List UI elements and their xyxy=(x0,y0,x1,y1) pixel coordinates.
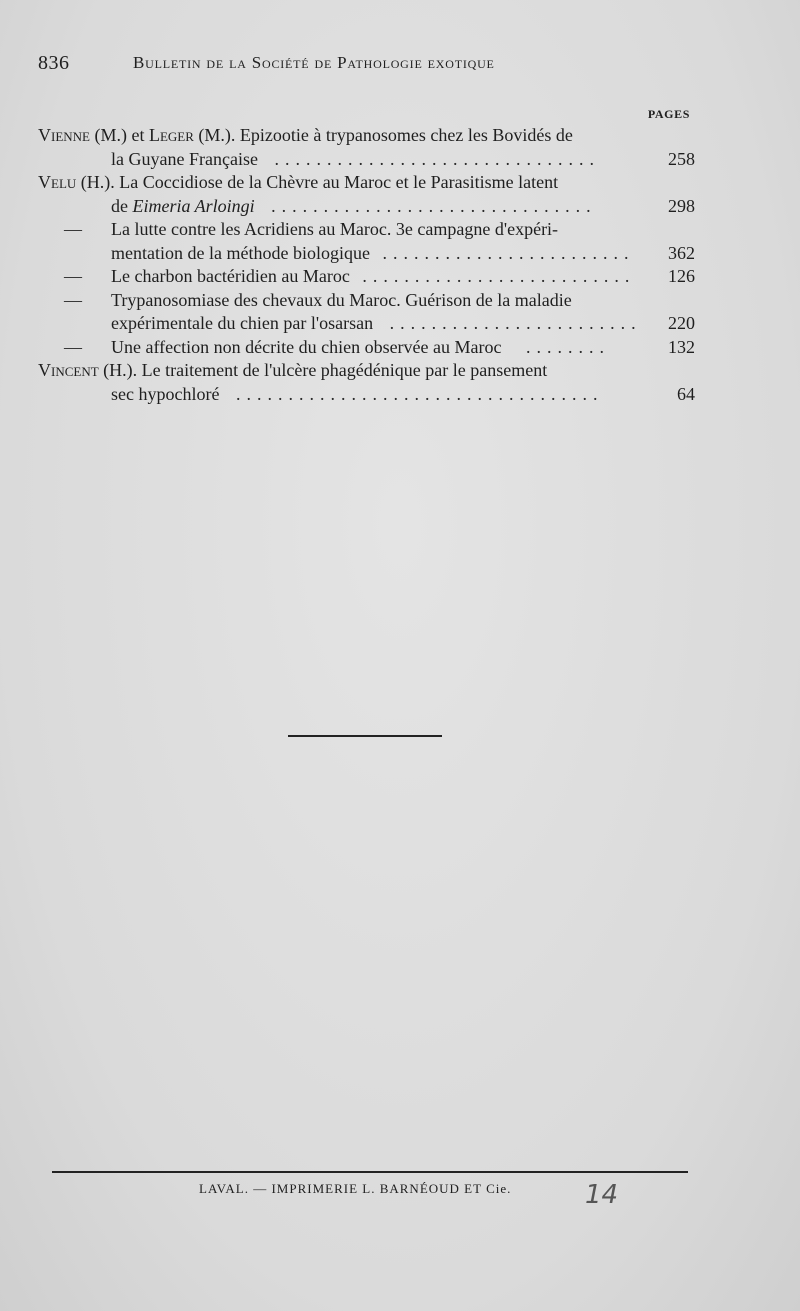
author-name: Vincent xyxy=(38,360,99,380)
page-ref: 298 xyxy=(668,195,695,216)
entry-text: La lutte contre les Acridiens au Maroc. 3e campagne d'expéri- xyxy=(111,219,559,239)
index-entry-line xyxy=(38,336,695,360)
entry-text: la Guyane Française xyxy=(111,148,258,169)
entry-text: (M.). Epizootie à trypanosomes chez les Bovidés de xyxy=(193,125,573,145)
section-divider-rule xyxy=(288,735,442,737)
entry-text: expérimentale du chien par l'osarsan xyxy=(111,313,374,333)
entry-text: (M.) et xyxy=(90,125,149,145)
index-entry-line xyxy=(38,312,695,336)
dot-leader: ............................... xyxy=(274,148,600,169)
ditto-dash: — xyxy=(64,289,82,310)
entry-text: Le charbon bactéridien au Maroc xyxy=(111,266,350,286)
index-entry-line xyxy=(38,289,695,313)
page-ref: 220 xyxy=(668,313,695,333)
author-name: Leger xyxy=(148,125,194,145)
index-entry-line xyxy=(38,218,695,242)
handwritten-note: 14 xyxy=(585,1180,619,1210)
index-list xyxy=(38,124,695,406)
pages-column-label: PAGES xyxy=(647,107,690,121)
page-ref: 64 xyxy=(677,383,695,404)
author-name: Velu xyxy=(38,172,77,192)
footer-rule xyxy=(52,1171,688,1173)
index-entry-line xyxy=(38,124,695,148)
dot-leader: ........ xyxy=(526,336,610,357)
index-entry-line xyxy=(38,242,695,266)
page-ref: 126 xyxy=(668,266,695,286)
page-ref: 132 xyxy=(668,336,695,357)
entry-text: sec hypochloré xyxy=(111,383,220,404)
dot-leader: ........................ xyxy=(382,242,635,263)
entry-text: mentation de la méthode biologique xyxy=(111,242,370,263)
ditto-dash: — xyxy=(64,336,82,357)
dot-leader: .......................... xyxy=(362,266,636,286)
dot-leader: ........................ xyxy=(389,313,642,333)
entry-text: Trypanosomiase des chevaux du Maroc. Guérison de la maladie xyxy=(111,289,572,310)
ditto-dash: — xyxy=(64,219,82,239)
page-ref: 258 xyxy=(668,148,695,169)
index-entry-line xyxy=(38,171,695,195)
entry-text: (H.). Le traitement de l'ulcère phagédénique par le pansement xyxy=(98,360,548,380)
dot-leader: ............................... xyxy=(271,195,597,216)
ditto-dash: — xyxy=(64,266,82,286)
page-ref: 362 xyxy=(668,242,695,263)
index-entry-line xyxy=(38,148,695,172)
index-entry-line xyxy=(38,195,695,219)
running-title: Bulletin de la Société de Pathologie exotique xyxy=(133,53,495,72)
index-entry-line xyxy=(38,265,695,289)
entry-text: de xyxy=(111,195,133,216)
index-entry-line xyxy=(38,383,695,407)
entry-text: (H.). La Coccidiose de la Chèvre au Maroc et le Parasitisme latent xyxy=(76,172,559,192)
index-entry-line xyxy=(38,359,695,383)
page-number: 836 xyxy=(38,52,70,74)
printer-imprint: LAVAL. — IMPRIMERIE L. BARNÉOUD ET Cie. xyxy=(199,1181,512,1196)
entry-text: Une affection non décrite du chien observée au Maroc xyxy=(111,336,502,357)
author-name: Vienne xyxy=(38,125,90,145)
page-header xyxy=(38,52,678,78)
entry-text-italic: Eimeria Arloingi xyxy=(132,195,255,216)
dot-leader: ................................... xyxy=(235,383,604,404)
